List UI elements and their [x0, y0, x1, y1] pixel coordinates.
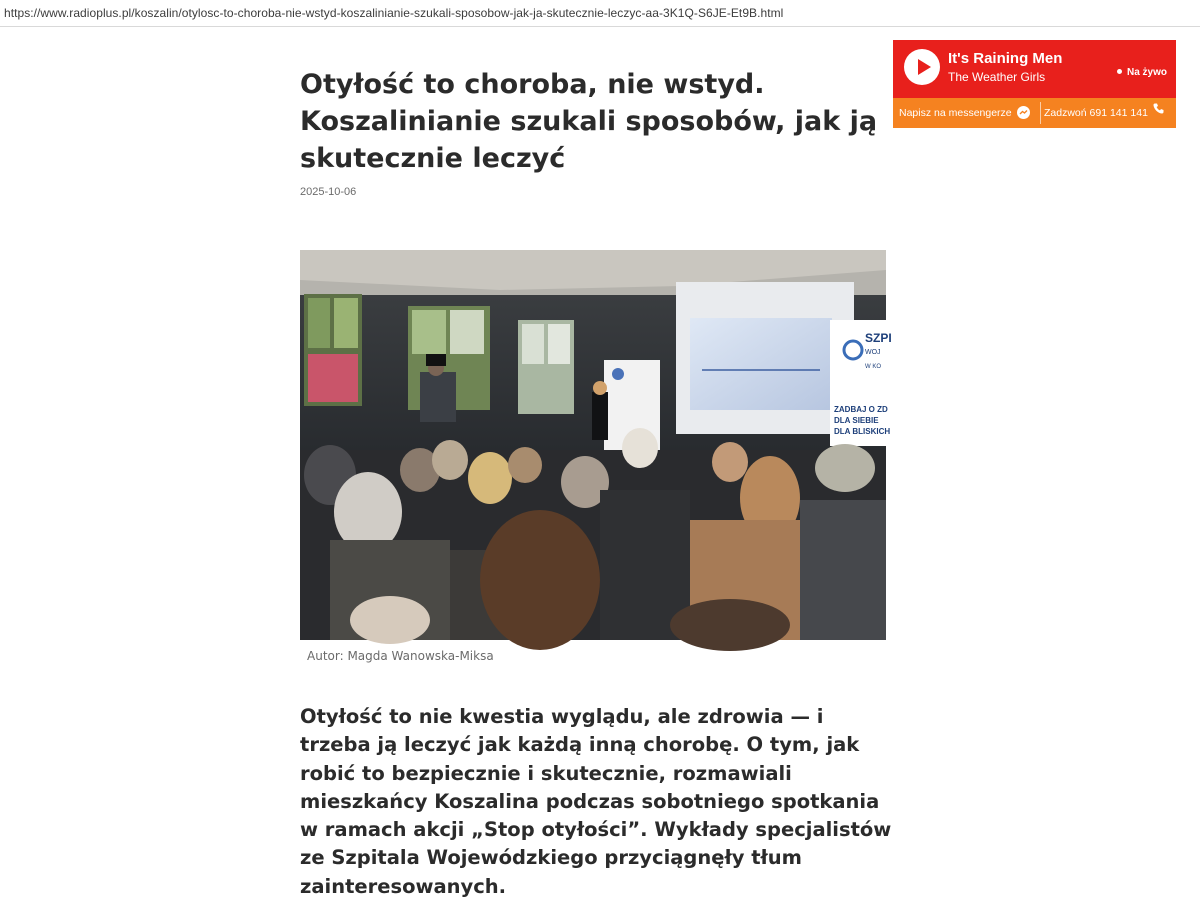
radio-player: [893, 40, 1176, 128]
url-text[interactable]: https://www.radioplus.pl/koszalin/otylosc-to-choroba-nie-wstyd-koszalinianie-szukali-sposobow-jak-ja-skutecznie-leczyc-aa-3K1Q-S6JE-Et9B.html: [4, 6, 784, 20]
player-top-bar: [893, 40, 1176, 98]
phone-icon: [1152, 97, 1165, 127]
slogan-text-1: ZADBAJ O ZD: [834, 405, 888, 414]
messenger-icon: [1017, 106, 1030, 119]
banner-text-3: W KO: [865, 364, 881, 370]
player-contact-bar: [893, 98, 1176, 128]
song-artist: The Weather Girls: [948, 70, 1046, 84]
call-label: Zadzwoń 691 141 141: [1044, 107, 1148, 119]
banner-text-2: WOJ: [865, 349, 881, 356]
banner-text-1: SZPI: [865, 331, 892, 345]
song-title: It's Raining Men: [948, 50, 1063, 67]
slogan-text-3: DLA BLISKICH: [834, 427, 891, 436]
live-indicator: [1117, 67, 1167, 78]
messenger-label: Napisz na messengerze: [899, 107, 1012, 119]
article-lead: Otyłość to nie kwestia wyglądu, ale zdrowia — i trzeba ją leczyć jak każdą inną chorobę. O tym, jak robić to bezpiecznie i skutecznie, rozmawiali mieszkańcy Koszalina podczas sobotniego spotkania w ramach akcji „Stop otyłości”. Wykłady specjalistów ze Szpitala Wojewódzkiego przyciągnęły tłum zainteresowanych.: [300, 705, 892, 898]
address-bar[interactable]: [0, 0, 1200, 27]
slogan-text-2: DLA SIEBIE: [834, 416, 879, 425]
live-dot: [1117, 69, 1122, 74]
article-date: 2025-10-06: [300, 186, 357, 198]
messenger-link[interactable]: [899, 98, 1030, 128]
call-link[interactable]: [1044, 98, 1165, 128]
live-label: Na żywo: [1126, 67, 1167, 78]
play-icon[interactable]: [904, 49, 940, 85]
article-title: Otyłość to choroba, nie wstyd. Koszalinianie szukali sposobów, jak ją skutecznie leczyć: [300, 69, 878, 174]
photo-caption: Autor: Magda Wanowska-Miksa: [307, 649, 494, 663]
contact-divider: [1040, 102, 1041, 124]
article-photo: [300, 250, 892, 640]
